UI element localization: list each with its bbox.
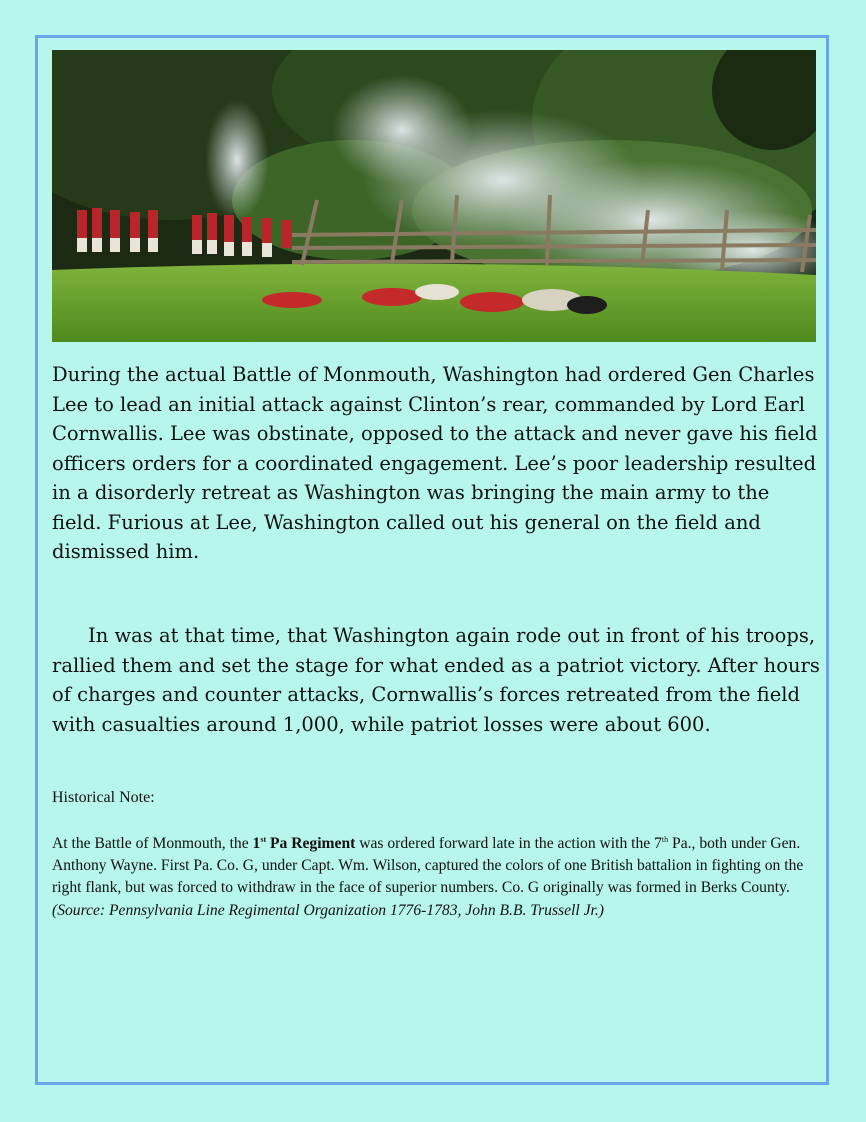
note-body: Pa., both under Gen. Anthony Wayne. First Pa. Co. G, under Capt. Wm. Wilson, captured the colors of one British battalion in fighting on the right flank, but was forced to withdraw in the face of superior numbers. Co. G originally was formed in Berks County. (52, 835, 804, 897)
battle-photo (52, 50, 816, 342)
body-paragraph: During the actual Battle of Monmouth, Washington had ordered Gen Charles Lee to lead an initial attack against Clinton’s rear, commanded by Lord Earl Cornwallis. Lee was obstinate, opposed to the attack and never gave his field officers orders for a coordinated engagement. Lee’s poor leadership resulted in a disorderly retreat as Washington was bringing the main army to the field. Furious at Lee, Washington called out his general on the field and dismissed him. (52, 363, 818, 563)
note-superscript: th (661, 835, 669, 844)
historical-note-text (52, 829, 822, 922)
body-paragraph: In was at that time, that Washington again rode out in front of his troops, rallied them and set the stage for what ended as a patriot victory. After hours of charges and counter attacks, Cornwallis’s forces retreated from the field with casualties around 1,000, while patriot losses were about 600. (52, 624, 820, 736)
regiment-name: 1st Pa Regiment (252, 835, 356, 852)
note-source-citation: (Source: Pennsylvania Line Regimental Organization 1776-1783, John B.B. Trussell Jr.) (52, 901, 604, 919)
historical-note-heading: Historical Note: (52, 789, 155, 806)
note-body: was ordered forward late in the action with the 7 (355, 835, 662, 852)
note-lead: At the Battle of Monmouth, the (52, 835, 253, 852)
